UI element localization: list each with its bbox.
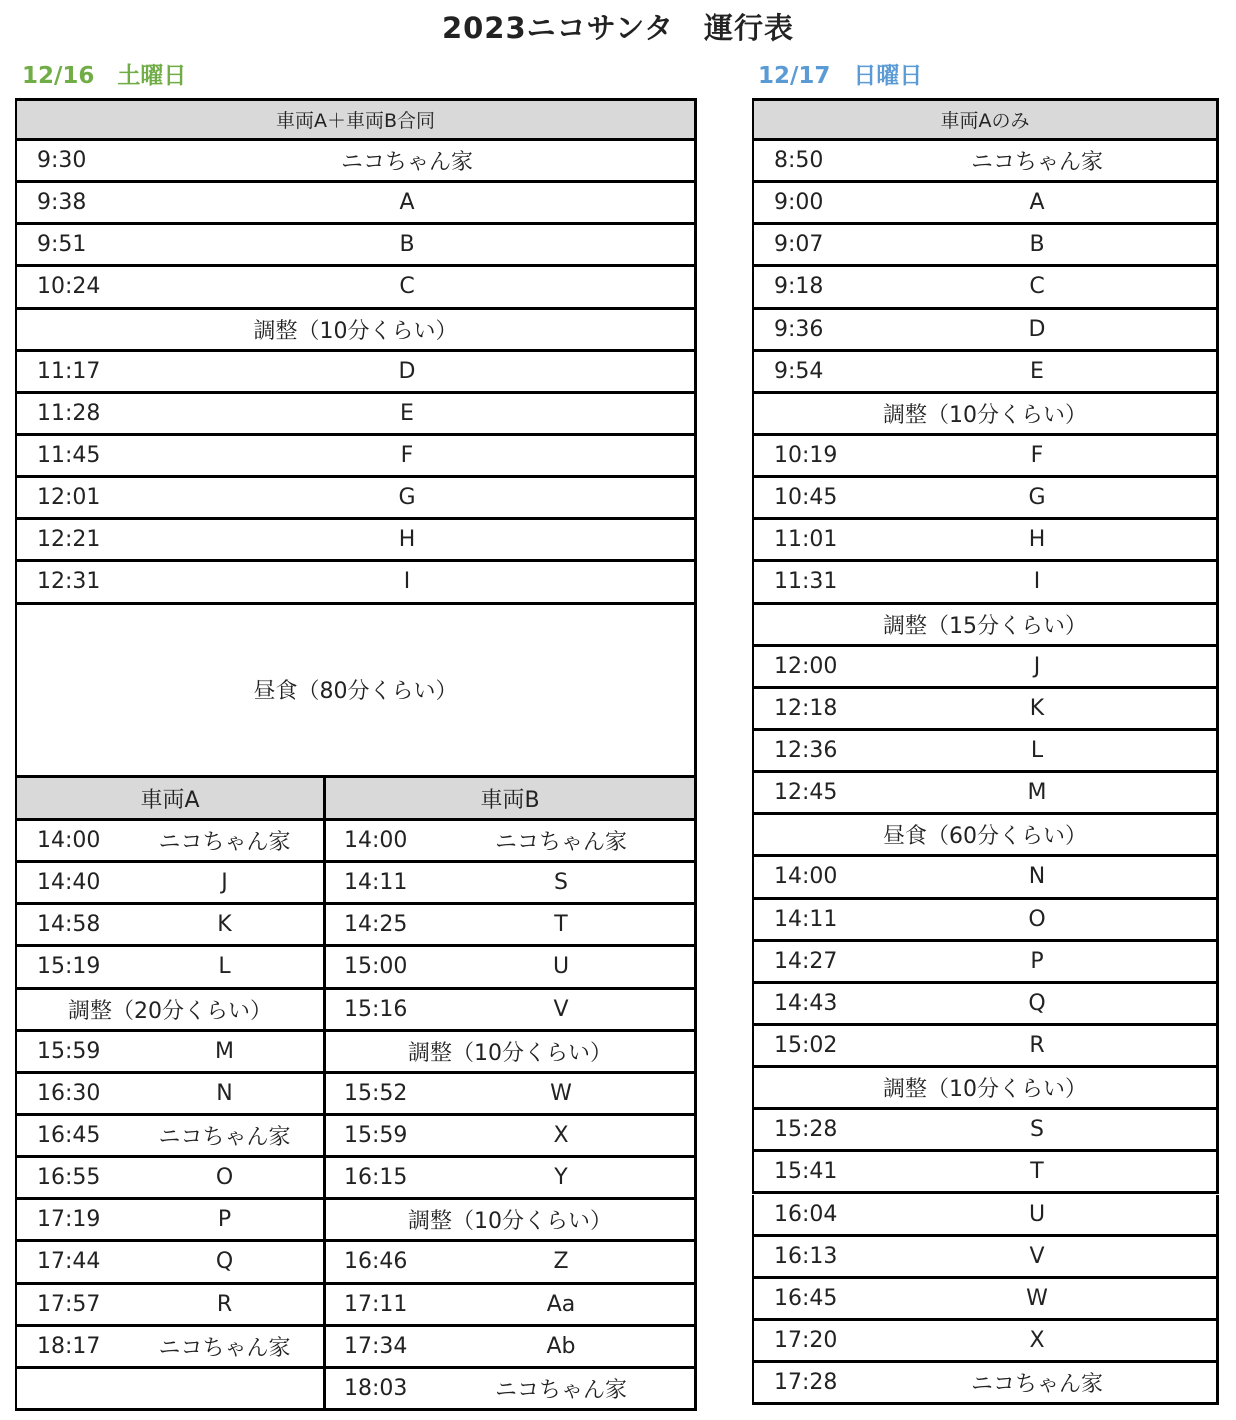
stop-name: P [1030,948,1044,974]
table-row [15,436,697,478]
stop-name: ニコちゃん家 [158,1125,291,1151]
stop-time: 17:44 [37,1249,101,1275]
schedule-note: 調整（10分くらい） [408,1040,612,1066]
stop-time: 14:00 [774,864,838,890]
stop-name: Q [215,1249,234,1275]
stop-time: 10:45 [774,485,838,511]
stop-name: O [215,1165,234,1191]
table-row [15,1242,326,1284]
stop-name: Ab [546,1333,576,1359]
table-row [752,183,1219,225]
stop-name: Z [553,1249,569,1275]
stop-time: 11:01 [774,527,838,553]
stop-name: J [221,870,228,896]
table-row [15,478,697,520]
stop-time: 15:59 [37,1038,101,1064]
stop-time: 15:59 [344,1123,408,1149]
stop-time: 17:28 [774,1370,838,1396]
stop-name: Q [1028,990,1046,1016]
schedule-note-row [326,1200,697,1242]
stop-time: 16:04 [774,1201,838,1227]
table-row [752,689,1219,731]
stop-time: 15:02 [774,1033,838,1058]
stop-time: 14:25 [344,912,408,938]
table-row [752,857,1219,899]
schedule-note-row [752,815,1219,857]
table-row [15,905,326,947]
stop-name: ニコちゃん家 [494,1377,627,1403]
schedule-note-row [15,990,326,1032]
table-row [15,394,697,436]
table-row [326,1285,697,1327]
stop-name: ニコちゃん家 [970,1372,1103,1398]
table-row [326,947,697,989]
table-row [15,183,697,225]
stop-time: 12:01 [37,485,101,511]
stop-name: I [403,569,411,595]
schedule-note: 調整（10分くらい） [408,1209,612,1235]
table-row [15,1285,326,1327]
stop-time: 18:17 [37,1333,101,1359]
stop-time: 12:45 [774,780,838,806]
table-row [752,225,1219,267]
table-row [752,478,1219,520]
table-row [752,1026,1219,1068]
stop-name: N [1028,864,1046,890]
stop-name: M [215,1038,234,1064]
stop-name: W [1026,1285,1048,1311]
stop-name: P [217,1207,232,1233]
stop-name: V [1029,1243,1045,1269]
stop-name: ニコちゃん家 [158,1335,291,1361]
stop-time: 14:11 [774,906,838,932]
stop-time: 9:51 [37,232,87,258]
saturday-date-label: 12/16 土曜日 [22,63,187,89]
stop-name: ニコちゃん家 [158,830,291,856]
stop-name: O [1028,906,1046,932]
schedule-note-row [326,1032,697,1074]
stop-time: 15:28 [774,1117,838,1143]
stop-name: Y [554,1165,568,1191]
stop-name: F [400,443,414,469]
stop-time: 15:19 [37,954,101,980]
vehicle-a-header-label: 車両A [140,787,200,813]
stop-time: 17:34 [344,1333,408,1359]
schedule-note-row [752,1068,1219,1110]
stop-name: J [1033,653,1041,679]
stop-time: 9:18 [774,274,824,300]
table-row [15,1116,326,1158]
stop-name: H [398,527,416,553]
stop-time: 17:20 [774,1327,838,1353]
stop-name: U [552,954,570,980]
schedule-note: 調整（10分くらい） [883,1077,1087,1103]
stop-time: 9:38 [37,190,87,216]
table-row [15,352,697,394]
table-row [326,863,697,905]
table-row [15,1200,326,1242]
stop-name: U [1028,1201,1046,1227]
stop-name: M [1027,780,1047,806]
stop-time: 12:31 [37,569,101,595]
stop-time: 18:03 [344,1375,408,1401]
schedule-note: 調整（20分くらい） [68,998,272,1024]
stop-time: 9:00 [774,190,824,216]
stop-name: N [216,1080,233,1106]
stop-name: A [399,190,415,216]
stop-name: W [550,1080,572,1106]
sunday-header-label: 車両Aのみ [940,110,1030,132]
stop-name: C [1029,274,1045,300]
table-row [752,267,1219,309]
vehicle-a-header [15,778,326,821]
table-row [752,520,1219,562]
page-title: 2023ニコサンタ 運行表 [441,11,795,45]
stop-time: 9:54 [774,358,824,384]
table-row [752,1321,1219,1363]
stop-name: S [1030,1117,1044,1143]
stop-time: 9:36 [774,316,824,342]
stop-name: ニコちゃん家 [970,150,1103,176]
table-row [15,520,697,562]
vehicle-b-header-label: 車両B [480,787,540,813]
stop-time: 14:58 [37,912,101,938]
stop-name: E [1030,358,1044,384]
stop-time: 16:45 [774,1285,838,1311]
sunday-header [752,98,1219,141]
stop-name: L [218,954,231,980]
table-row [752,647,1219,689]
table-row [15,1032,326,1074]
table-row [15,225,697,267]
table-row [326,1116,697,1158]
stop-time: 15:52 [344,1080,408,1106]
table-row [752,773,1219,815]
stop-time: 12:21 [37,527,101,553]
table-row [15,821,326,863]
stop-time: 16:46 [344,1249,408,1275]
table-row [15,1369,326,1411]
stop-name: T [1030,1159,1044,1185]
table-row [752,1279,1219,1321]
joint-header [15,98,697,141]
table-row [326,1327,697,1369]
joint-header-label: 車両A＋車両B合同 [275,110,436,132]
stop-time: 10:24 [37,274,101,300]
stop-name: E [400,400,414,426]
table-row [15,1074,326,1116]
stop-name: G [1028,485,1046,511]
stop-name: I [1033,569,1041,595]
stop-time: 17:57 [37,1291,101,1317]
schedule-note-row [752,605,1219,647]
stop-time: 16:30 [37,1080,101,1106]
stop-name: D [1028,316,1046,342]
stop-time: 15:00 [344,954,408,980]
schedule-note: 調整（10分くらい） [883,402,1087,428]
stop-time: 16:45 [37,1123,101,1149]
stop-time: 11:17 [37,358,101,384]
table-row [752,984,1219,1026]
sunday-date-label: 12/17 日曜日 [758,63,923,89]
stop-time: 16:55 [37,1165,101,1191]
table-row [752,1363,1219,1405]
stop-name: B [1029,232,1045,258]
stop-name: Aa [546,1291,576,1317]
table-row [15,141,697,183]
stop-name: L [1030,738,1044,764]
table-row [326,821,697,863]
table-row [752,1152,1219,1194]
stop-name: A [1029,190,1045,216]
stop-time: 14:40 [37,870,101,896]
schedule-note: 調整（10分くらい） [253,318,458,344]
stop-time: 16:15 [344,1165,408,1191]
stop-name: C [399,274,415,300]
stop-name: B [399,232,415,258]
stop-name: R [216,1291,233,1317]
table-row [326,905,697,947]
table-row [326,1369,697,1411]
table-row [15,1158,326,1200]
stop-name: S [554,870,568,896]
stop-name: X [553,1123,569,1149]
table-row [752,562,1219,604]
stop-time: 17:19 [37,1207,101,1233]
table-row [752,900,1219,942]
stop-name: F [1030,443,1044,469]
schedule-note: 調整（15分くらい） [883,613,1087,639]
stop-name [137,1369,312,1408]
table-row [326,990,697,1032]
stop-time: 11:28 [37,400,101,426]
stop-name: R [1029,1033,1045,1058]
table-row [15,863,326,905]
stop-name: K [217,912,232,938]
stop-time: 12:00 [774,653,838,679]
stop-name: ニコちゃん家 [340,150,473,176]
table-row [326,1158,697,1200]
schedule-note: 昼食（60分くらい） [883,824,1087,850]
table-row [15,267,697,309]
stop-name: ニコちゃん家 [494,830,627,856]
stop-time: 17:11 [344,1291,408,1317]
lunch-note: 昼食（80分くらい） [253,679,458,705]
stop-time: 12:36 [774,738,838,764]
stop-time: 12:18 [774,695,838,721]
table-row [752,436,1219,478]
table-row [752,731,1219,773]
table-row [752,141,1219,183]
table-row [326,1074,697,1116]
stop-time: 11:31 [774,569,838,595]
stop-name: H [1028,527,1046,553]
table-row [752,1195,1219,1237]
schedule-note-row [15,310,697,352]
stop-time: 10:19 [774,443,838,469]
stop-time: 9:07 [774,232,824,258]
table-row [326,1242,697,1284]
stop-time: 14:11 [344,870,408,896]
stop-name: D [398,358,416,384]
stop-time: 14:27 [774,948,838,974]
stop-name: V [553,996,569,1022]
stop-time: 14:43 [774,990,838,1016]
stop-time: 14:00 [37,828,101,854]
stop-time: 15:16 [344,996,408,1022]
stop-name: X [1029,1327,1045,1353]
table-row [752,1237,1219,1279]
table-row [752,310,1219,352]
stop-time: 16:13 [774,1243,838,1269]
stop-time: 11:45 [37,443,101,469]
schedule-note-row [752,394,1219,436]
stop-time: 15:41 [774,1159,838,1185]
table-row [15,947,326,989]
stop-name: T [554,912,568,938]
stop-time: 8:50 [774,148,824,174]
lunch-row [15,605,697,778]
table-row [15,1327,326,1369]
vehicle-b-header [326,778,697,821]
table-row [752,942,1219,984]
stop-name: K [1029,695,1045,721]
stop-time: 14:00 [344,828,408,854]
table-row [15,562,697,604]
table-row [752,352,1219,394]
stop-time: 9:30 [37,148,87,174]
table-row [752,1110,1219,1152]
stop-name: G [398,485,416,511]
